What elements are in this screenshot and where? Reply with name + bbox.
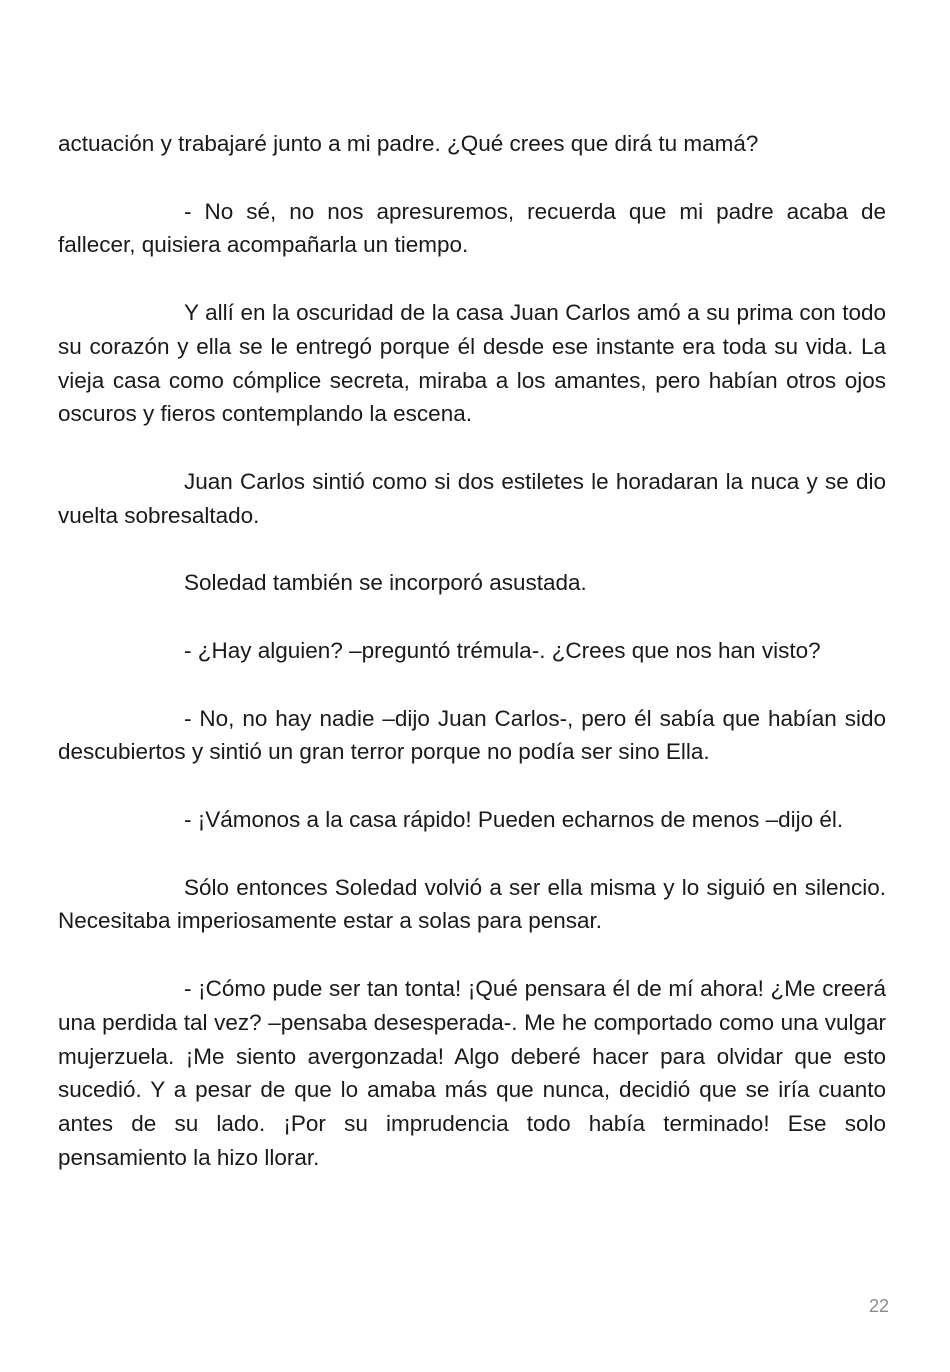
paragraph: actuación y trabajaré junto a mi padre. ¿Qué crees que dirá tu mamá? — [58, 131, 759, 156]
paragraph: - No, no hay nadie –dijo Juan Carlos-, pero él sabía que habían sido descubiertos y sintió un gran terror porque no podía ser sino Ella. — [58, 705, 886, 765]
paragraph: Soledad también se incorporó asustada. — [184, 570, 587, 596]
paragraph: Juan Carlos sintió como si dos estiletes le horadaran la nuca y se dio vuelta sobresaltado. — [58, 468, 886, 528]
paragraph: - ¡Vámonos a la casa rápido! Pueden echarnos de menos –dijo él. — [184, 806, 844, 832]
paragraph: Sólo entonces Soledad volvió a ser ella misma y lo siguió en silencio. Necesitaba imperiosamente estar a solas para pensar. — [58, 874, 886, 934]
page-number: 22 — [868, 1296, 889, 1316]
paragraph: - No sé, no nos apresuremos, recuerda que mi padre acaba de fallecer, quisiera acompañarla un tiempo. — [58, 198, 886, 258]
paragraph: - ¡Cómo pude ser tan tonta! ¡Qué pensara él de mí ahora! ¿Me creerá una perdida tal vez? –pensaba desesperada-. Me he comportado como una vulgar mujerzuela. ¡Me siento avergonzada! Algo deberé hacer para olvidar que esto sucedió. Y a pesar de que lo amaba más que nunca, decidió que se iría cuanto antes de su lado. ¡Por su imprudencia todo había terminado! Ese solo pensamiento la hizo llorar. — [58, 975, 886, 1170]
paragraph: - ¿Hay alguien? –preguntó trémula-. ¿Crees que nos han visto? — [184, 637, 821, 663]
paragraph: Y allí en la oscuridad de la casa Juan Carlos amó a su prima con todo su corazón y ella se le entregó porque él desde ese instante era toda su vida. La vieja casa como cómplice secreta, miraba a los amantes, pero habían otros ojos oscuros y fieros contemplando la escena. — [58, 299, 886, 427]
body-text — [58, 127, 886, 1175]
